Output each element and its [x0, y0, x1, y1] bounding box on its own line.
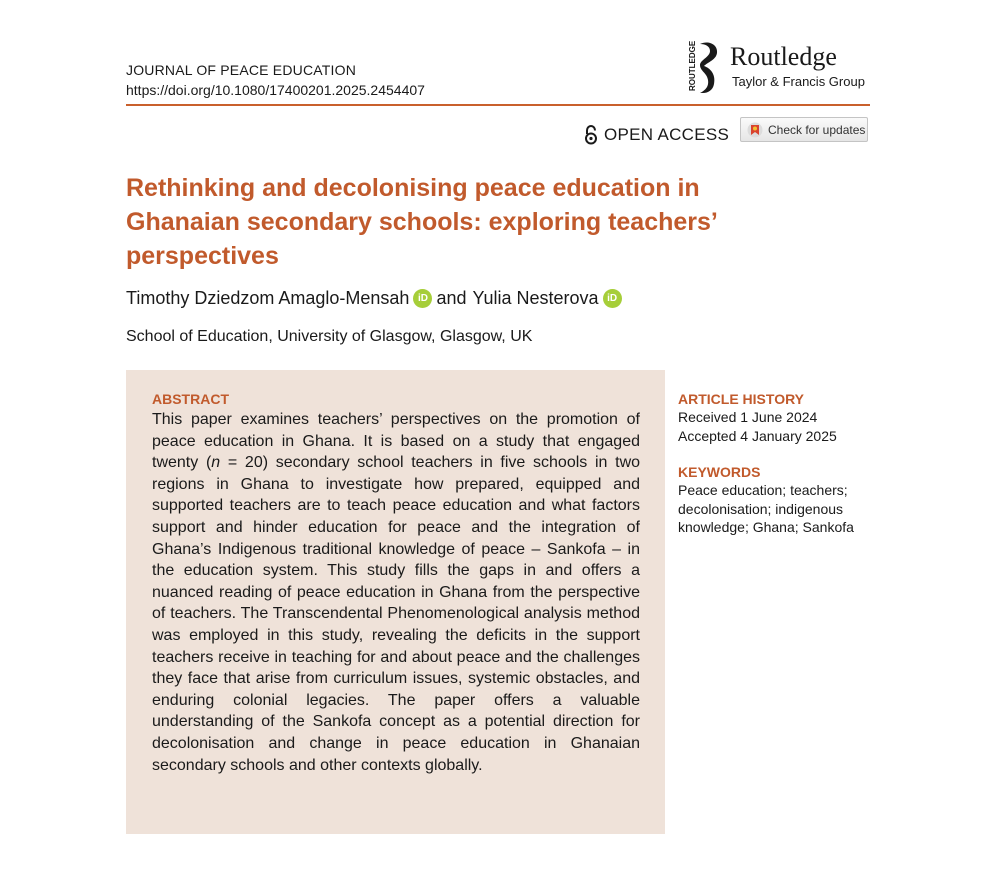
open-access-label: OPEN ACCESS — [604, 125, 730, 144]
abstract-heading: ABSTRACT — [152, 391, 229, 407]
article-history — [678, 390, 978, 445]
abstract-text — [152, 409, 640, 776]
publisher-logo[interactable] — [686, 40, 871, 96]
crossmark-icon — [747, 122, 763, 138]
check-for-updates-button[interactable] — [740, 117, 868, 142]
sample-size-value: = 20 — [220, 454, 263, 472]
keywords-list: Peace education; teachers; decolonisation; indigenous knowledge; Ghana; Sankofa — [678, 482, 854, 535]
orcid-icon[interactable]: iD — [413, 289, 432, 308]
svg-text:ROUTLEDGE: ROUTLEDGE — [688, 40, 697, 91]
doi-link[interactable]: https://doi.org/10.1080/17400201.2025.2454407 — [126, 82, 425, 98]
affiliation: School of Education, University of Glasgow, Glasgow, UK — [126, 328, 533, 345]
publisher-name: Routledge — [730, 42, 837, 71]
check-for-updates-label: Check for updates — [768, 122, 866, 137]
keywords-heading: KEYWORDS — [678, 464, 761, 480]
title-line-2: Ghanaian secondary schools: exploring teachers’ — [126, 208, 718, 236]
title-line-3: perspectives — [126, 242, 279, 270]
author-separator: and — [436, 288, 467, 308]
publisher-group: Taylor & Francis Group — [732, 74, 865, 89]
orcid-icon[interactable]: iD — [603, 289, 622, 308]
author-name[interactable]: Yulia Nesterova — [472, 288, 599, 308]
header-divider — [126, 104, 870, 106]
sample-size-symbol: n — [211, 454, 221, 472]
article-history-heading: ARTICLE HISTORY — [678, 391, 805, 407]
received-date: Received 1 June 2024 — [678, 409, 818, 425]
author-list — [126, 285, 626, 311]
author-name[interactable]: Timothy Dziedzom Amaglo-Mensah — [126, 288, 410, 308]
routledge-emblem-icon — [686, 40, 722, 94]
accepted-date: Accepted 4 January 2025 — [678, 427, 837, 444]
abstract-text-part: This paper examines teachers’ perspectives on the promotion of peace education in Ghana. It is based on a study that engaged twenty ( — [152, 411, 640, 472]
title-line-1: Rethinking and decolonising peace education in — [126, 174, 700, 202]
open-lock-icon — [584, 125, 598, 145]
journal-name: JOURNAL OF PEACE EDUCATION — [126, 62, 357, 78]
open-access-badge — [584, 123, 729, 147]
keywords-section — [678, 463, 978, 537]
article-title — [126, 171, 846, 273]
journal-header — [126, 60, 425, 100]
abstract-text-part: ) secondary school teachers in five schools in two regions in Ghana to investigate how prepared, equipped and supported teachers are to teach peace education and what factors support and hinder education for peace and the integration of Ghana’s Indigenous traditional knowledge of peace – Sankofa – in the education system. This study fills the gaps in and offers a nuanced reading of peace education in Ghana from the perspective of teachers. The Transcendental Phenomenological analysis method was employed in this study, revealing the deficits in the support teachers receive in teaching for and about peace and the challenges they face that arise from curriculum issues, systemic obstacles, and enduring colonial legacies. The paper offers a valuable understanding of the Sankofa concept as a potential direction for decolonisation and change in peace education in Ghanaian secondary schools and other contexts globally. — [152, 454, 641, 774]
